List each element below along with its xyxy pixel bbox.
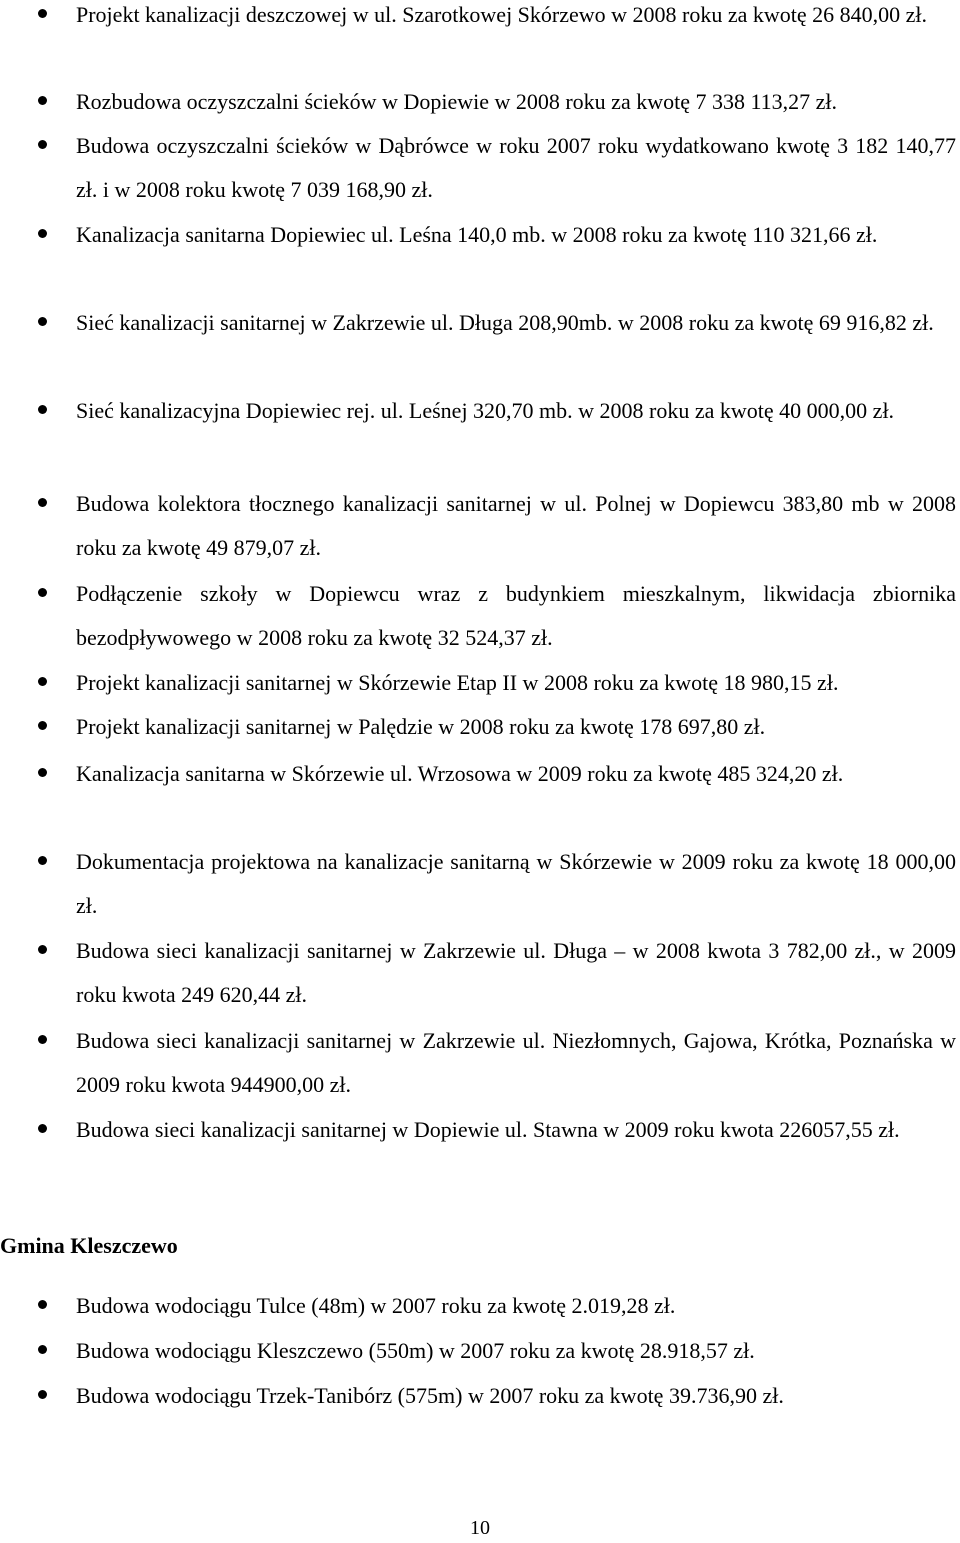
list-item: Projekt kanalizacji deszczowej w ul. Szarotkowej Skórzewo w 2008 roku za kwotę 26 840,00 zł. [76, 0, 956, 37]
bullet-icon [38, 96, 47, 105]
list-item: Sieć kanalizacyjna Dopiewiec rej. ul. Leśnej 320,70 mb. w 2008 roku za kwotę 40 000,00 zł. [76, 389, 956, 433]
list-item: Projekt kanalizacji sanitarnej w Palędzie w 2008 roku za kwotę 178 697,80 zł. [76, 705, 956, 749]
list-item: Dokumentacja projektowa na kanalizacje sanitarną w Skórzewie w 2009 roku za kwotę 18 000,00 zł. [76, 840, 956, 927]
list-item: Budowa sieci kanalizacji sanitarnej w Zakrzewie ul. Długa – w 2008 kwota 3 782,00 zł., w 2009 roku kwota 249 620,44 zł. [76, 929, 956, 1016]
bullet-icon [38, 140, 47, 149]
list-item: Budowa wodociągu Tulce (48m) w 2007 roku za kwotę 2.019,28 zł. [76, 1284, 956, 1328]
bullet-icon [38, 1300, 47, 1309]
bullet-icon [38, 721, 47, 730]
bullet-icon [38, 229, 47, 238]
list-item: Budowa kolektora tłocznego kanalizacji sanitarnej w ul. Polnej w Dopiewcu 383,80 mb w 2008 roku za kwotę 49 879,07 zł. [76, 482, 956, 569]
bullet-icon [38, 1390, 47, 1399]
list-item: Projekt kanalizacji sanitarnej w Skórzewie Etap II w 2008 roku za kwotę 18 980,15 zł. [76, 661, 956, 705]
list-item: Budowa oczyszczalni ścieków w Dąbrówce w roku 2007 roku wydatkowano kwotę 3 182 140,77 zł. i w 2008 roku kwotę 7 039 168,90 zł. [76, 124, 956, 211]
bullet-icon [38, 588, 47, 597]
bullet-icon [38, 1345, 47, 1354]
bullet-icon [38, 498, 47, 507]
bullet-icon [38, 677, 47, 686]
bullet-icon [38, 9, 47, 18]
list-item: Sieć kanalizacji sanitarnej w Zakrzewie ul. Długa 208,90mb. w 2008 roku za kwotę 69 916,82 zł. [76, 301, 956, 345]
bullet-icon [38, 405, 47, 414]
bullet-icon [38, 945, 47, 954]
list-item: Kanalizacja sanitarna Dopiewiec ul. Leśna 140,0 mb. w 2008 roku za kwotę 110 321,66 zł. [76, 213, 956, 257]
list-item: Budowa wodociągu Kleszczewo (550m) w 2007 roku za kwotę 28.918,57 zł. [76, 1329, 956, 1373]
list-item: Budowa sieci kanalizacji sanitarnej w Dopiewie ul. Stawna w 2009 roku kwota 226057,55 zł. [76, 1108, 956, 1152]
bullet-icon [38, 1035, 47, 1044]
list-item: Rozbudowa oczyszczalni ścieków w Dopiewie w 2008 roku za kwotę 7 338 113,27 zł. [76, 80, 956, 124]
bullet-icon [38, 1124, 47, 1133]
page-number: 10 [470, 1517, 490, 1539]
list-item: Budowa wodociągu Trzek-Tanibórz (575m) w 2007 roku za kwotę 39.736,90 zł. [76, 1374, 956, 1418]
list-item: Podłączenie szkoły w Dopiewcu wraz z budynkiem mieszkalnym, likwidacja zbiornika bezodpływowego w 2008 roku za kwotę 32 524,37 zł. [76, 572, 956, 659]
bullet-icon [38, 856, 47, 865]
bullet-icon [38, 317, 47, 326]
list-item: Budowa sieci kanalizacji sanitarnej w Zakrzewie ul. Niezłomnych, Gajowa, Krótka, Poznańska w 2009 roku kwota 944900,00 zł. [76, 1019, 956, 1106]
section-heading: Gmina Kleszczewo [0, 1233, 178, 1258]
list-item: Kanalizacja sanitarna w Skórzewie ul. Wrzosowa w 2009 roku za kwotę 485 324,20 zł. [76, 752, 956, 796]
bullet-icon [38, 768, 47, 777]
